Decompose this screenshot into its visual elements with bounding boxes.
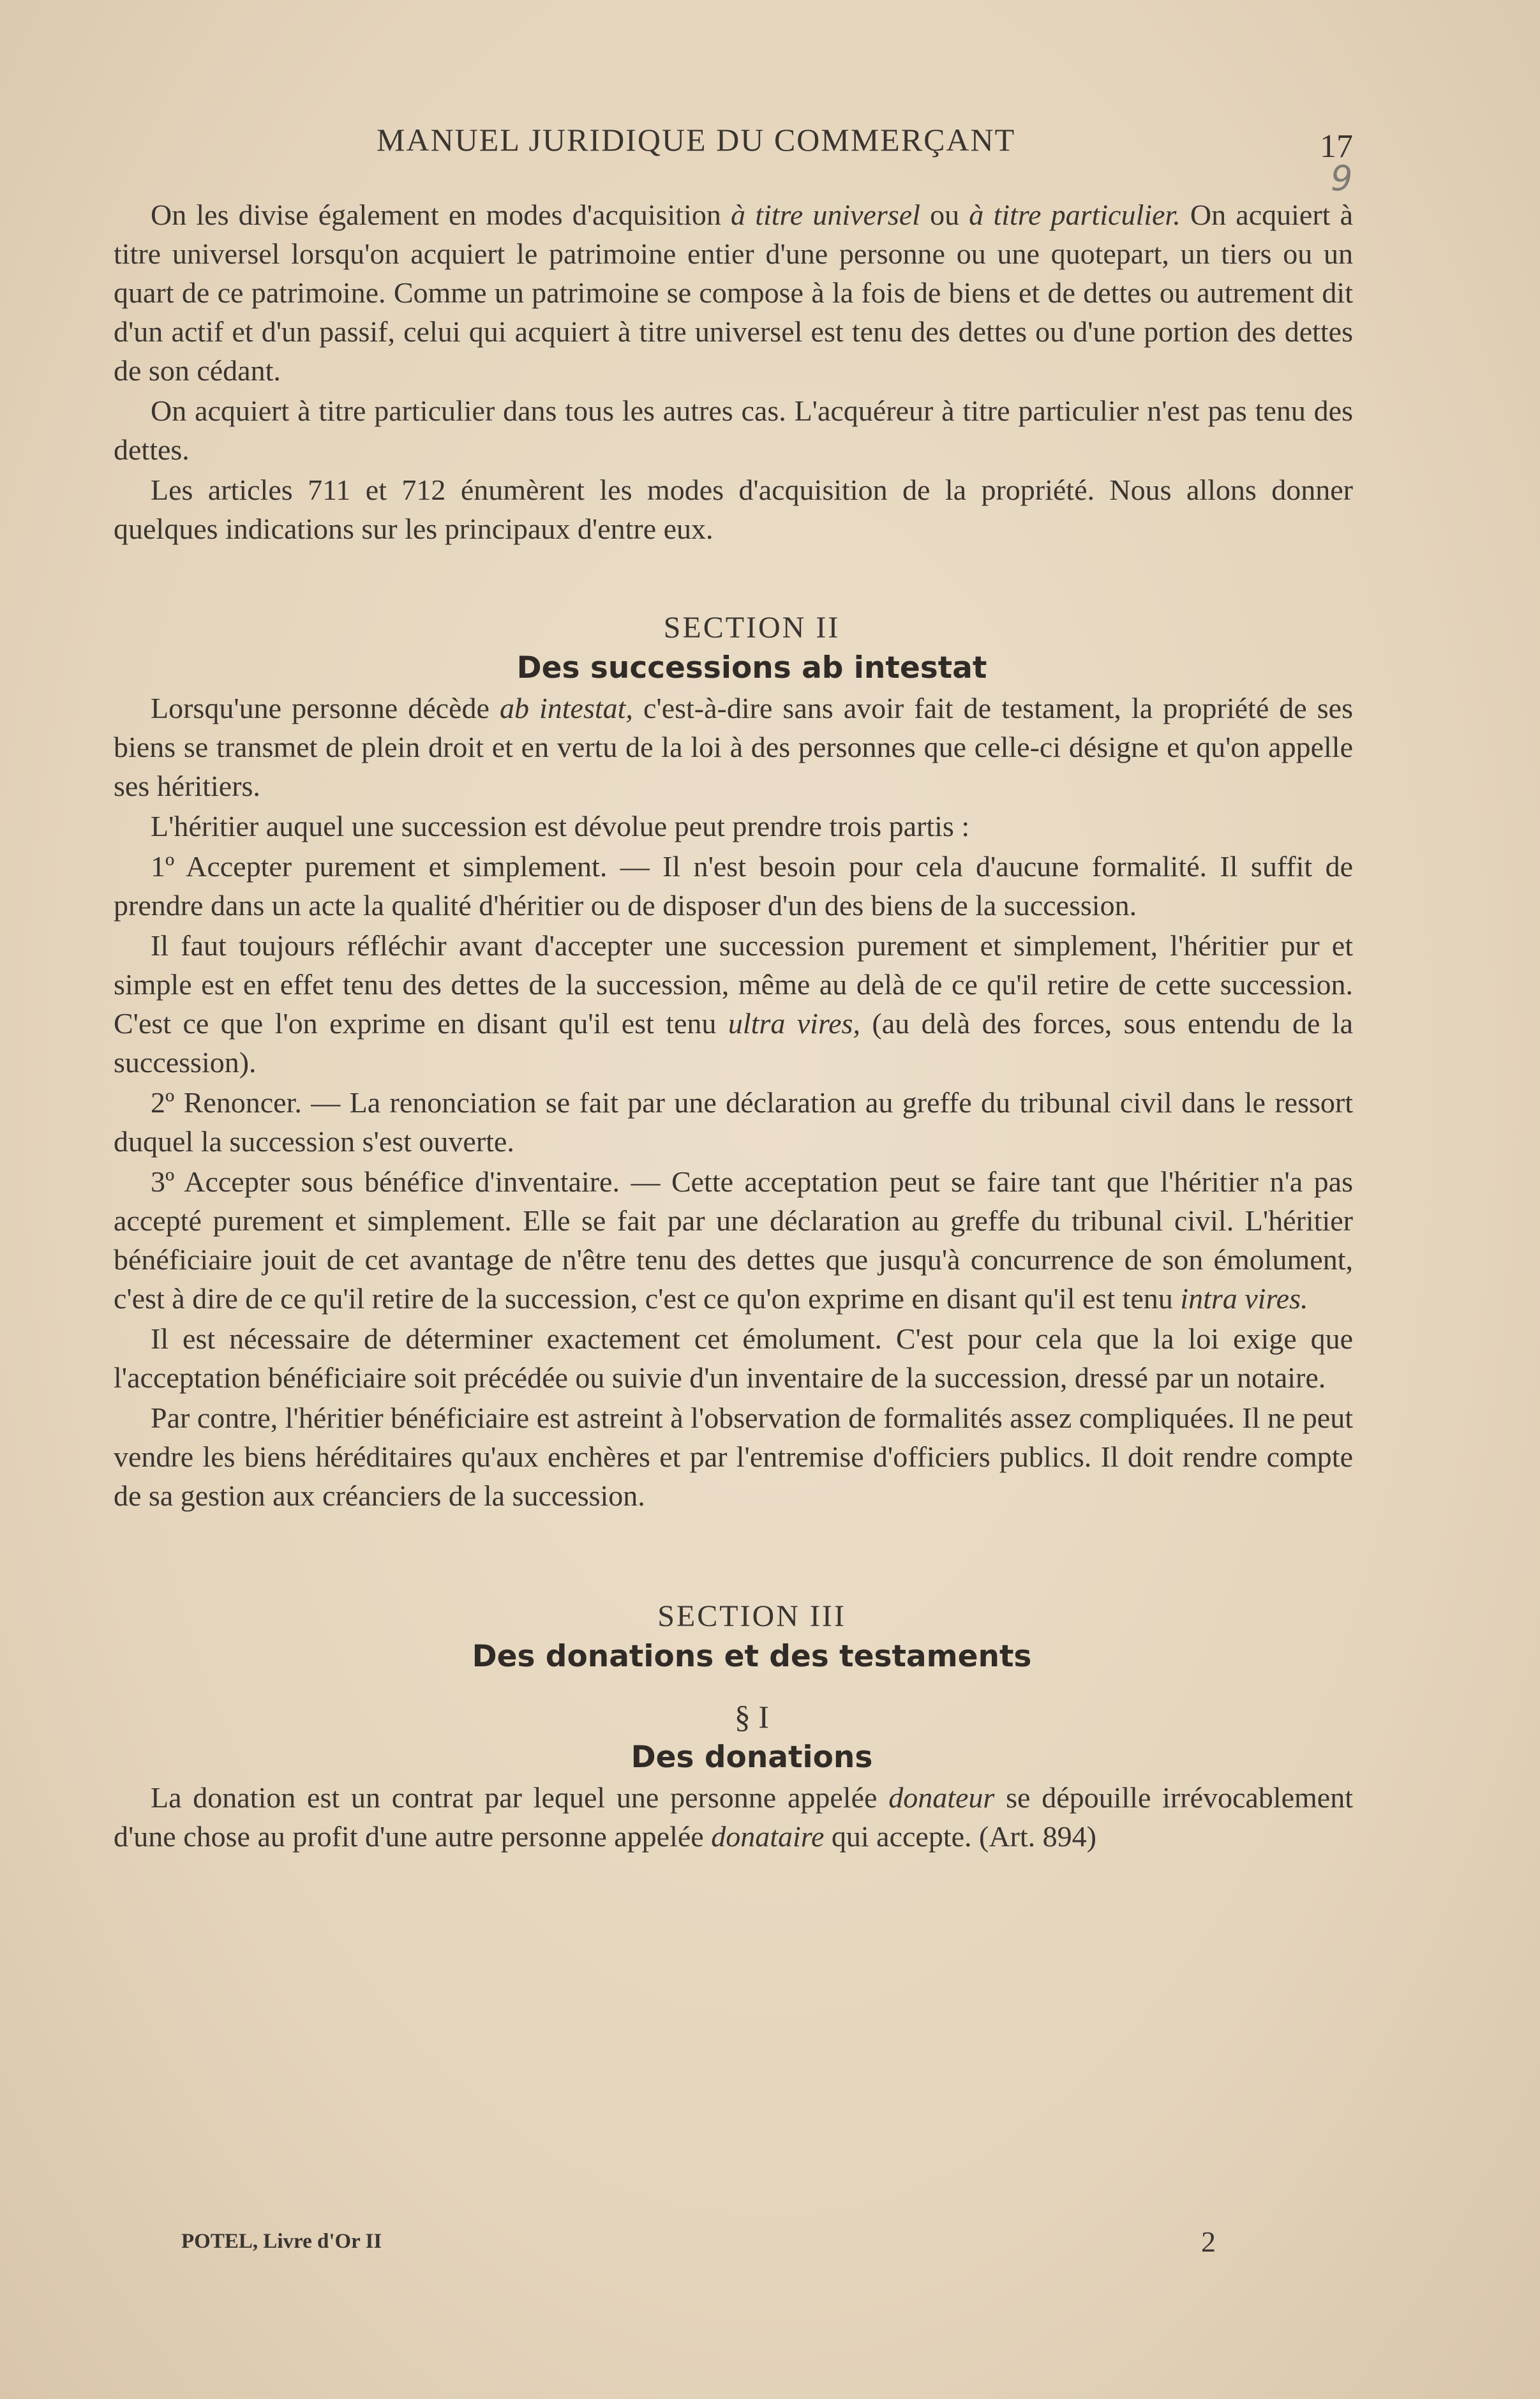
section-2-paragraph-8: Par contre, l'héritier bénéficiaire est astreint à l'observation de formalités assez compliquées. Il ne peut vendre les biens héréditaires qu'aux enchères et par l'entremise d'officiers publics. Il doit rendre compte de sa gestion aux créanciers de la succession. (114, 1401, 1353, 1512)
section-2-paragraph-2: L'héritier auquel une succession est dévolue peut prendre trois partis : (151, 810, 970, 842)
page-body (114, 195, 1353, 1857)
section-3-paragraph-1: La donation est un contrat par lequel une personne appelée donateur se dépouille irrévocablement d'une chose au profit d'une autre personne appelée donataire qui accepte. (Art. 894) (114, 1781, 1353, 1853)
footer-signature-number: 2 (1201, 2225, 1216, 2258)
page-number: 17 (1320, 128, 1353, 165)
section-2-paragraph-7: Il est nécessaire de déterminer exactement cet émolument. C'est pour cela que la loi exige que l'acceptation bénéficiaire soit précédée ou suivie d'un inventaire de la succession, dressé par un notaire. (114, 1322, 1353, 1394)
section-2-heading: Des successions ab intestat (516, 650, 987, 685)
intro-paragraph-1: On les divise également en modes d'acquisition à titre universel ou à titre particulier. On acquiert à titre universel lorsqu'on acquiert le patrimoine entier d'une personne ou une quotepart, un tiers ou un quart de ce patrimoine. Comme un patrimoine se compose à la fois de biens et de dettes ou autrement dit d'un actif et d'un passif, celui qui acquiert à titre universel est tenu des dettes ou d'une portion des dettes de son cédant. (114, 198, 1353, 387)
intro-paragraph-2: On acquiert à titre particulier dans tous les autres cas. L'acquéreur à titre particulier n'est pas tenu des dettes. (114, 394, 1353, 466)
section-2-paragraph-6: 3º Accepter sous bénéfice d'inventaire. — Cette acceptation peut se faire tant que l'héritier n'a pas accepté purement et simplement. Elle se fait par une déclaration au greffe du tribunal civil. L'héritier bénéficiaire jouit de cet avantage de n'être tenu des dettes que jusqu'à concurrence de son émolument, c'est à dire de ce qu'il retire de la succession, c'est ce qu'on exprime en disant qu'il est tenu intra vires. (114, 1165, 1353, 1315)
section-3-label: SECTION III (657, 1599, 846, 1633)
section-2-paragraph-1: Lorsqu'une personne décède ab intestat, c'est-à-dire sans avoir fait de testament, la propriété de ses biens se transmet de plein droit et en vertu de la loi à des personnes que celle-ci désigne et qu'on appelle ses héritiers. (114, 692, 1353, 802)
section-2-paragraph-5: 2º Renoncer. — La renonciation se fait par une déclaration au greffe du tribunal civil dans le ressort duquel la succession s'est ouverte. (114, 1086, 1353, 1158)
footer-publisher: POTEL, Livre d'Or II (181, 2230, 382, 2253)
pencil-annotation: 9 (1331, 158, 1353, 198)
subsection-mark: § I (734, 1699, 770, 1735)
section-2-label: SECTION II (663, 611, 841, 645)
section-3-heading: Des donations et des testaments (472, 1639, 1032, 1674)
intro-paragraph-3: Les articles 711 et 712 énumèrent les modes d'acquisition de la propriété. Nous allons donner quelques indications sur les principaux d'entre eux. (114, 474, 1353, 545)
section-2-paragraph-3: 1º Accepter purement et simplement. — Il n'est besoin pour cela d'aucune formalité. Il suffit de prendre dans un acte la qualité d'héritier ou de disposer d'un des biens de la succession. (114, 850, 1353, 922)
subsection-heading: Des donations (631, 1740, 873, 1775)
section-2-paragraph-4: Il faut toujours réfléchir avant d'accepter une succession purement et simplement, l'héritier pur et simple est en effet tenu des dettes de la succession, même au delà de ce qu'il retire de cette succession. C'est ce que l'on exprime en disant qu'il est tenu ultra vires, (au delà des forces, sous entendu de la succession). (114, 929, 1353, 1079)
running-header: MANUEL JURIDIQUE DU COMMERÇANT (377, 122, 1016, 158)
